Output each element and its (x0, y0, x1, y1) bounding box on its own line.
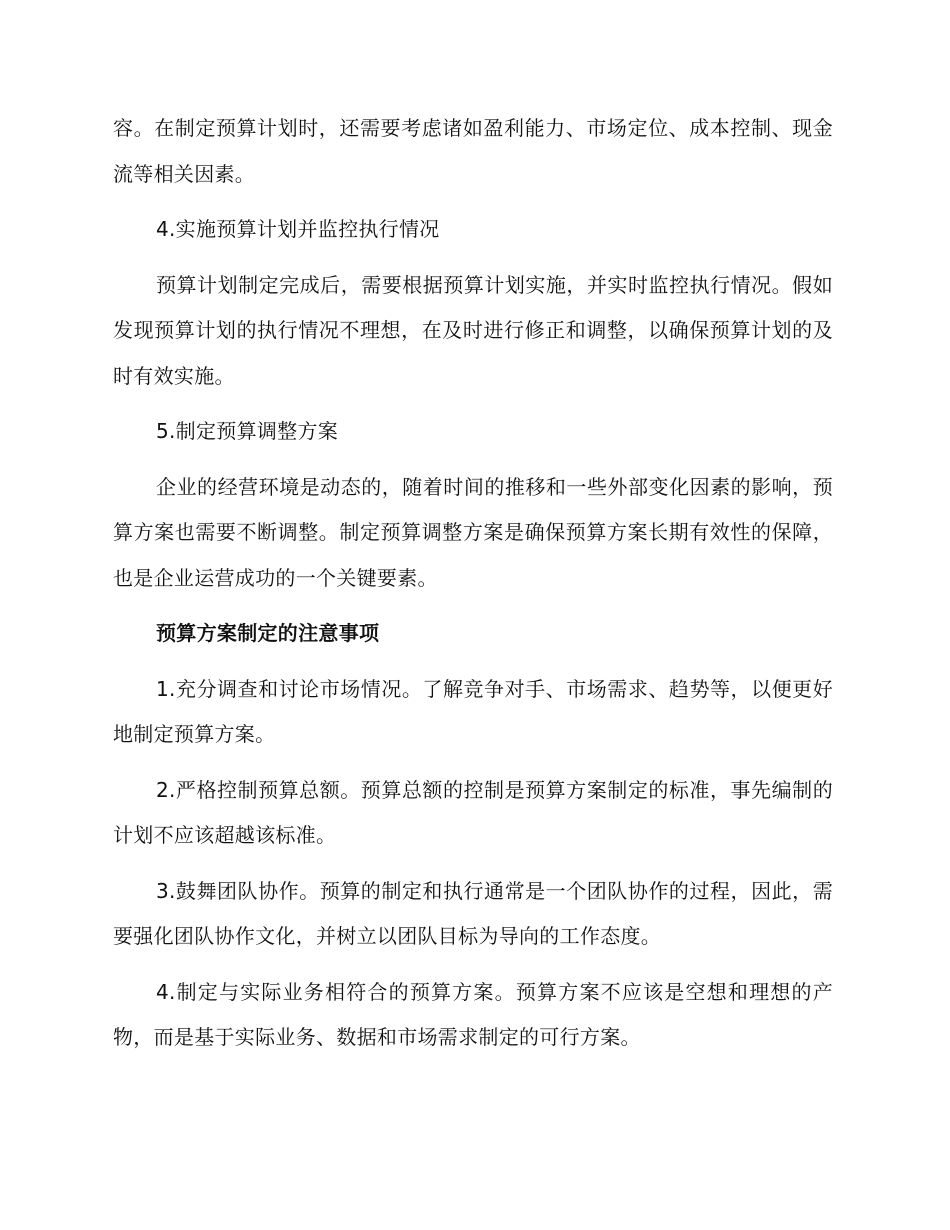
note-item-4: 4.制定与实际业务相符合的预算方案。预算方案不应该是空想和理想的产物，而是基于实际业务、数据和市场需求制定的可行方案。 (113, 979, 833, 1049)
document-page (113, 106, 833, 1071)
paragraph-step-5-body: 企业的经营环境是动态的，随着时间的推移和一些外部变化因素的影响，预算方案也需要不断调整。制定预算调整方案是确保预算方案长期有效性的保障，也是企业运营成功的一个关键要素。 (113, 474, 833, 590)
paragraph-step-4-body: 预算计划制定完成后，需要根据预算计划实施，并实时监控执行情况。假如发现预算计划的执行情况不理想，在及时进行修正和调整，以确保预算计划的及时有效实施。 (113, 272, 833, 388)
note-item-3: 3.鼓舞团队协作。预算的制定和执行通常是一个团队协作的过程，因此，需要强化团队协作文化，并树立以团队目标为导向的工作态度。 (113, 878, 833, 948)
section-heading-notes: 预算方案制定的注意事项 (156, 621, 380, 645)
note-item-2: 2.严格控制预算总额。预算总额的控制是预算方案制定的标准，事先编制的计划不应该超越该标准。 (113, 777, 833, 847)
section-step-5-title: 5.制定预算调整方案 (156, 419, 339, 443)
paragraph-continuation: 容。在制定预算计划时，还需要考虑诸如盈利能力、市场定位、成本控制、现金流等相关因素。 (113, 116, 833, 186)
section-step-4-title: 4.实施预算计划并监控执行情况 (156, 217, 440, 241)
note-item-1: 1.充分调查和讨论市场情况。了解竞争对手、市场需求、趋势等，以便更好地制定预算方案。 (113, 676, 833, 746)
